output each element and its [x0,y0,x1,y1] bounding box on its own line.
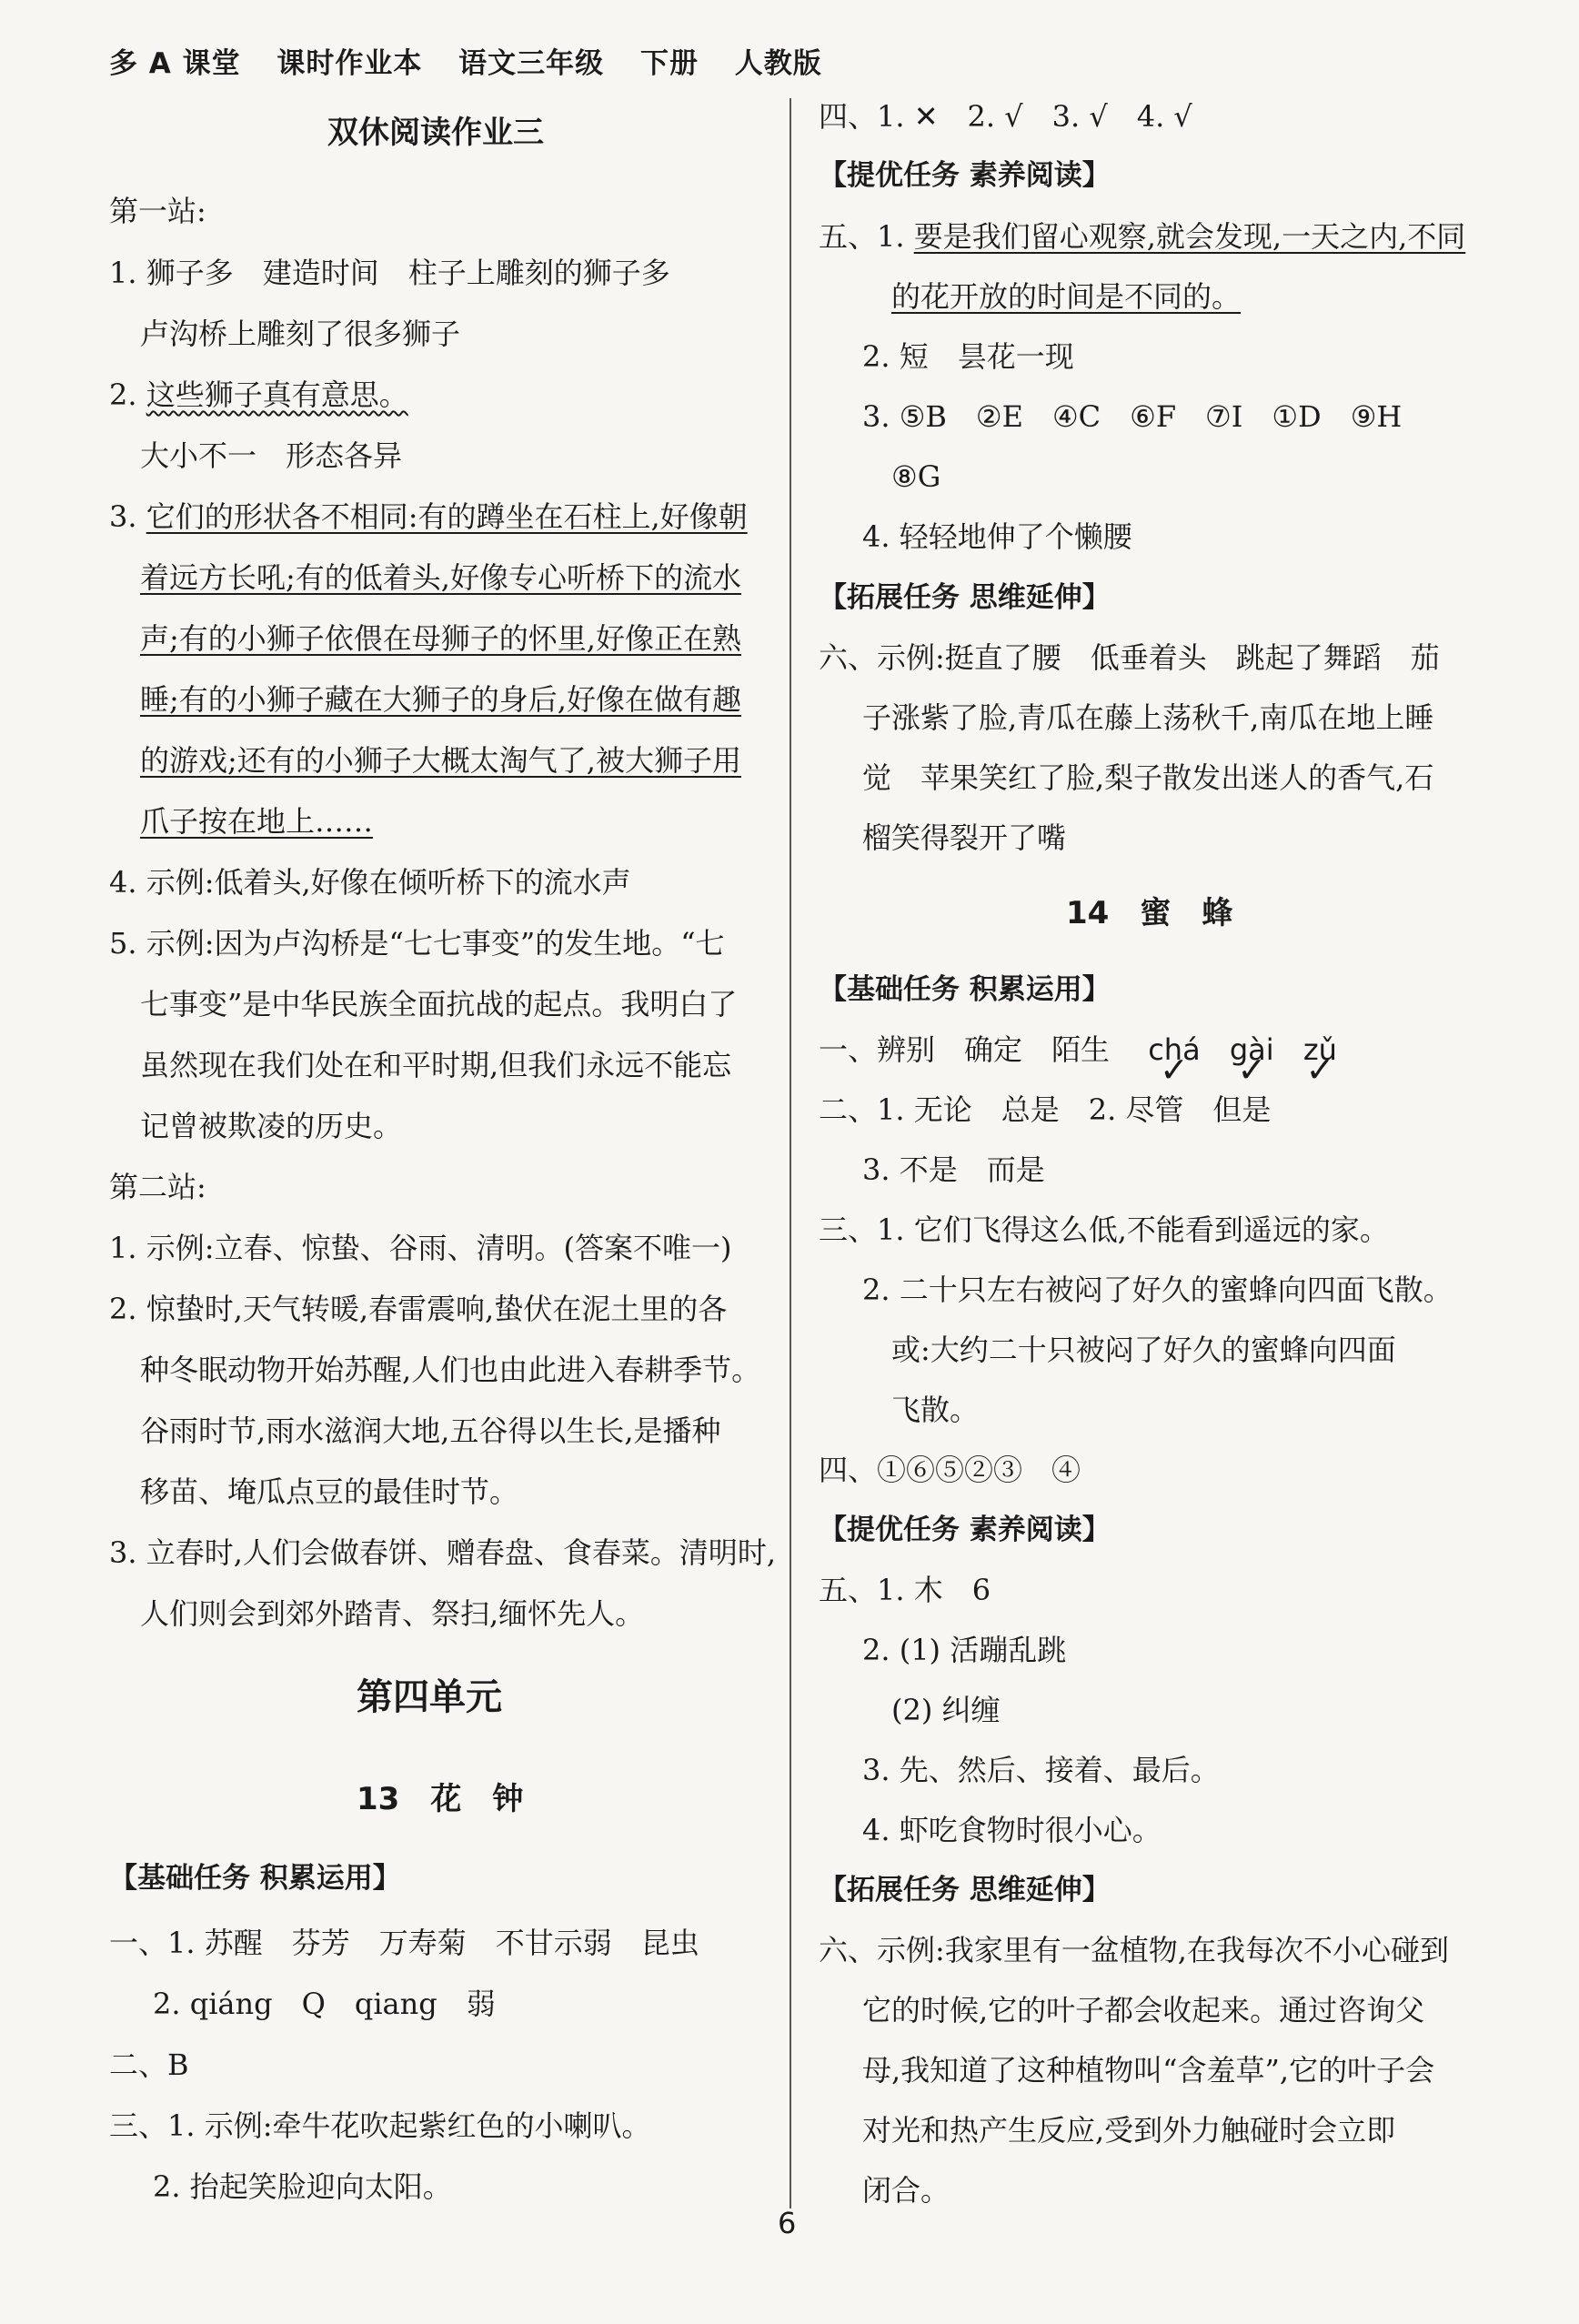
underlined-text: 着远方长吼;有的低着头,好像专心听桥下的流水 [140,560,741,595]
answer-line: 母,我知道了这种植物叫“含羞草”,它的叶子会 [862,2053,1435,2088]
answer-line: 或:大约二十只被闷了好久的蜜蜂向四面 [891,1333,1396,1367]
answer-line: 卢沟桥上雕刻了很多狮子 [140,317,461,351]
answer-line: 飞散。 [891,1393,980,1427]
pinyin-check-mark: gài ✓ [1230,1031,1274,1068]
answer-line: 4. 轻轻地伸了个懒腰 [862,519,1132,554]
header-book: 课时作业本 [277,47,423,80]
answer-line: 大小不一 形态各异 [140,438,403,473]
section-heading-extend: 【拓展任务 思维延伸】 [819,581,1111,614]
section-heading-improve: 【提优任务 素养阅读】 [819,1514,1111,1546]
answer-line: (2) 纠缠 [891,1693,1001,1727]
answer-line: 觉 苹果笑红了脸,梨子散发出迷人的香气,石 [862,760,1434,795]
answer-line: 人们则会到郊外踏青、祭扫,缅怀先人。 [140,1596,645,1631]
answer-line: 榴笑得裂开了嘴 [862,820,1067,855]
page-number: 6 [778,2206,797,2240]
answer-line: 五、1. 木 6 [819,1573,991,1607]
answer-line: 2. 二十只左右被闷了好久的蜜蜂向四面飞散。 [862,1273,1453,1307]
answer-line: 3. 先、然后、接着、最后。 [862,1753,1220,1787]
answer-line: 种冬眠动物开始苏醒,人们也由此进入春耕季节。 [140,1353,761,1387]
answer-line: 四、1. ✕ 2. √ 3. √ 4. √ [819,99,1192,134]
answer-line: 它的时候,它的叶子都会收起来。通过咨询父 [862,1993,1425,2027]
answer-line: 2. 抬起笑脸迎向太阳。 [153,2169,452,2204]
header-volume: 下册 [639,47,699,80]
answer-line: 3. ⑤B ②E ④C ⑥F ⑦I ①D ⑨H [862,399,1403,434]
answer-line: 谷雨时节,雨水滋润大地,五谷得以生长,是播种 [140,1414,721,1448]
header-subject: 语文三年级 [458,47,605,80]
pinyin-check-mark: chá ✓ [1148,1031,1200,1068]
answer-line: 2. 这些狮子真有意思。 [109,377,408,412]
answer-line: 闭合。 [862,2173,950,2208]
answer-line: 3. 立春时,人们会做春饼、赠春盘、食春菜。清明时, [109,1535,777,1570]
answer-line: 5. 示例:因为卢沟桥是“七七事变”的发生地。“七 [109,926,725,961]
answer-line: 4. 示例:低着头,好像在倾听桥下的流水声 [109,865,631,900]
page-header [109,40,848,81]
answer-line: 二、B [109,2047,189,2082]
answer-line: 2. 惊蛰时,天气转暖,春雷震响,蛰伏在泥土里的各 [109,1292,728,1326]
underlined-text: 声;有的小狮子依偎在母狮子的怀里,好像正在熟 [140,621,741,656]
answer-line: 移苗、埯瓜点豆的最佳时节。 [140,1474,519,1509]
answer-line: 六、示例:我家里有一盆植物,在我每次不小心碰到 [819,1933,1449,1967]
wavy-underlined-sentence: 这些狮子真有意思。 [146,377,408,412]
answer-line: 3. 它们的形状各不相同:有的蹲坐在石柱上,好像朝 [109,499,748,534]
lesson-title: 14 蜜 蜂 [1066,895,1233,931]
answer-line: 七事变”是中华民族全面抗战的起点。我明白了 [140,987,738,1021]
section-heading-basic: 【基础任务 积累运用】 [819,973,1111,1006]
answer-line: 2. 短 昙花一现 [862,339,1074,374]
section-heading-basic: 【基础任务 积累运用】 [109,1862,401,1895]
answer-line: ⑧G [891,459,941,494]
underlined-text: 的花开放的时间是不同的。 [891,279,1242,314]
answer-line: 1. 狮子多 建造时间 柱子上雕刻的狮子多 [109,256,670,290]
answer-line: 一、辨别 确定 陌生 chá ✓ gài ✓ zǔ ✓ [819,1031,1337,1068]
answer-line: 四、①⑥⑤②③ ④ [819,1453,1081,1487]
answer-line: 六、示例:挺直了腰 低垂着头 跳起了舞蹈 茄 [819,640,1440,675]
answer-line: 五、1. 要是我们留心观察,就会发现,一天之内,不同 [819,219,1466,254]
section-heading-extend: 【拓展任务 思维延伸】 [819,1874,1111,1906]
underlined-text: 睡;有的小狮子藏在大狮子的身后,好像在做有趣 [140,682,741,717]
underlined-text: 要是我们留心观察,就会发现,一天之内,不同 [913,219,1466,254]
answer-line: 子涨紫了脸,青瓜在藤上荡秋千,南瓜在地上睡 [862,700,1434,735]
underlined-text: 它们的形状各不相同:有的蹲坐在石柱上,好像朝 [146,499,748,534]
answer-line: 2. (1) 活蹦乱跳 [862,1633,1067,1667]
section-heading-improve: 【提优任务 素养阅读】 [819,159,1111,192]
answer-line: 1. 示例:立春、惊蛰、谷雨、清明。(答案不唯一) [109,1231,732,1265]
underlined-text: 的游戏;还有的小狮子大概太淘气了,被大狮子用 [140,743,741,778]
section-title: 双休阅读作业三 [327,115,544,151]
station-1-label: 第一站: [109,194,206,228]
answer-line: 3. 不是 而是 [862,1152,1045,1187]
header-edition: 人教版 [734,47,822,80]
pinyin-check-mark: zǔ ✓ [1303,1031,1337,1068]
answer-line: 2. qiáng Q qiang 弱 [153,1987,496,2021]
answer-line: 记曾被欺凌的历史。 [140,1109,403,1143]
station-2-label: 第二站: [109,1170,206,1204]
answer-line: 对光和热产生反应,受到外力触碰时会立即 [862,2113,1396,2148]
answer-line: 虽然现在我们处在和平时期,但我们永远不能忘 [140,1048,732,1082]
answer-line: 4. 虾吃食物时很小心。 [862,1813,1162,1847]
header-brand: 多 A 课堂 [109,47,241,80]
answer-line: 一、1. 苏醒 芬芳 万寿菊 不甘示弱 昆虫 [109,1926,699,1960]
answer-line: 三、1. 示例:牵牛花吹起紫红色的小喇叭。 [109,2108,651,2143]
column-divider [790,98,791,2208]
answer-line: 三、1. 它们飞得这么低,不能看到遥远的家。 [819,1212,1389,1247]
answer-line: 二、1. 无论 总是 2. 尽管 但是 [819,1092,1272,1127]
unit-title: 第四单元 [357,1676,502,1718]
underlined-text: 爪子按在地上…… [140,804,374,839]
lesson-title: 13 花 钟 [357,1781,524,1817]
